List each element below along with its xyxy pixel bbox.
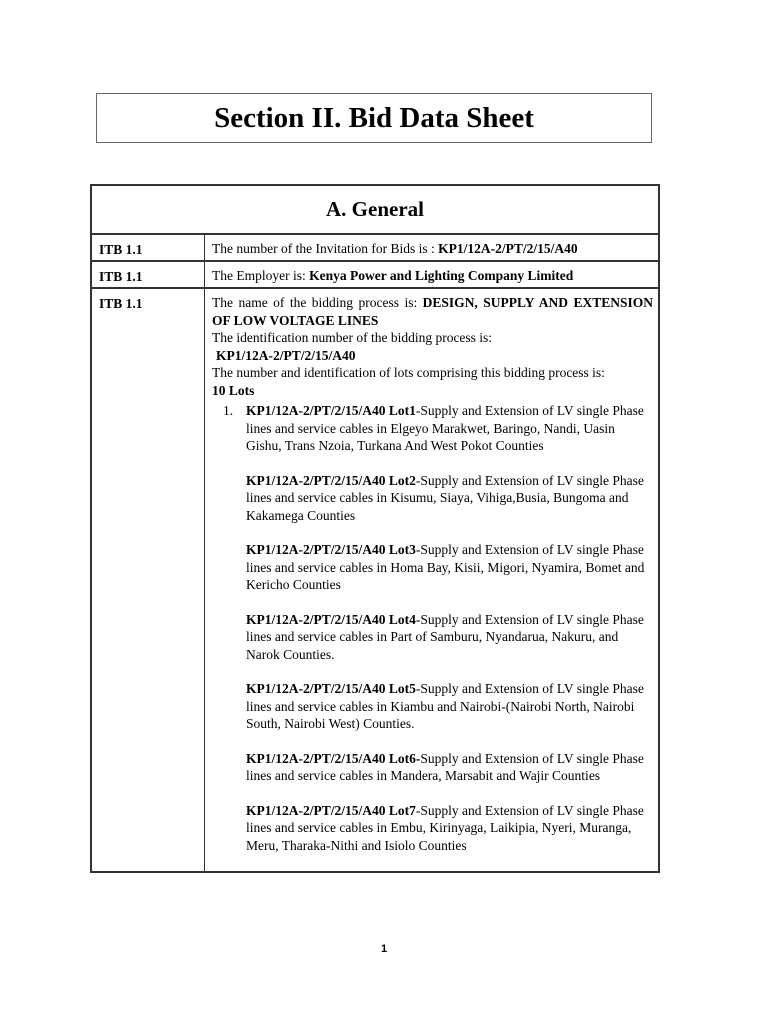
page-number: 1 [380,943,388,955]
lots-count: 10 Lots [212,382,255,398]
itb-reference: ITB 1.1 [91,234,205,261]
lot-list [212,402,653,854]
lot-code: KP1/12A-2/PT/2/15/A40 Lot5 [246,681,416,696]
lot-description: -Supply and Extension of LV single Phase lines and service cables in Homa Bay, Kisii, Migori, Nyamira, Bomet and Kericho Counties [246,542,645,592]
lot-description: -Supply and Extension of LV single Phase lines and service cables in Kisumu, Siaya, Vihiga,Busia, Bungoma and Kakamega Counties [246,472,644,523]
row-text [205,288,660,872]
section-title: Section II. Bid Data Sheet [96,93,652,143]
lot-code: KP1/12A-2/PT/2/15/A40 Lot1 [246,403,416,418]
lot-code: KP1/12A-2/PT/2/15/A40 Lot2 [246,472,416,488]
employer-name: Kenya Power and Lighting Company Limited [309,268,574,283]
lot-description: -Supply and Extension of LV single Phase lines and service cables in Embu, Kirinyaga, Laikipia, Nyeri, Muranga, Meru, Tharaka-Nithi and Isiolo Counties [246,802,644,853]
table-row [91,261,659,288]
list-item [212,611,653,664]
bid-data-sheet-table [90,184,660,873]
row-label: The Employer is: [212,268,310,283]
row-text [205,234,660,261]
list-item [212,472,653,525]
identification-number: KP1/12A-2/PT/2/15/A40 [216,347,356,363]
table-row [91,234,659,261]
list-item [212,802,653,855]
invitation-number: KP1/12A-2/PT/2/15/A40 [438,241,578,256]
lot-description: -Supply and Extension of LV single Phase lines and service cables in Kiambu and Nairobi-(Nairobi North, Nairobi South, Nairobi West) Counties. [246,681,644,731]
lot-description: Supply and Extension of LV single Phase lines and service cables in Mandera, Marsabit and Wajir Counties [246,750,644,783]
process-name-paragraph [212,294,653,329]
itb-reference: ITB 1.1 [91,288,205,872]
table-header-row [91,185,659,234]
row-label: The number of the Invitation for Bids is : [212,241,439,256]
identification-label: The identification number of the bidding process is: [212,330,493,345]
row-text [205,261,660,288]
list-item [212,541,653,594]
table-row [91,288,659,872]
list-item [212,680,653,733]
lot-description: -Supply and Extension of LV single Phase lines and service cables in Part of Samburu, Nyandarua, Nakuru, and Narok Counties. [246,611,644,662]
lot-number: 1. [223,403,234,418]
process-label: The name of the bidding process is: [212,295,423,310]
list-item [212,402,653,455]
lots-label: The number and identification of lots comprising this bidding process is: [212,365,605,380]
lot-code: KP1/12A-2/PT/2/15/A40 Lot6- [246,750,421,766]
lot-code: KP1/12A-2/PT/2/15/A40 Lot7 [246,802,416,818]
part-heading: A. General [91,185,659,234]
list-item [212,750,653,785]
lot-code: KP1/12A-2/PT/2/15/A40 Lot4 [246,611,416,627]
itb-reference: ITB 1.1 [91,261,205,288]
lot-description: -Supply and Extension of LV single Phase lines and service cables in Elgeyo Marakwet, Baringo, Nandi, Uasin Gishu, Trans Nzoia, Turkana And West Pokot Counties [246,403,644,453]
lot-code: KP1/12A-2/PT/2/15/A40 Lot3 [246,542,416,557]
process-name: DESIGN, SUPPLY AND EXTENSION OF LOW VOLTAGE LINES [212,295,653,328]
